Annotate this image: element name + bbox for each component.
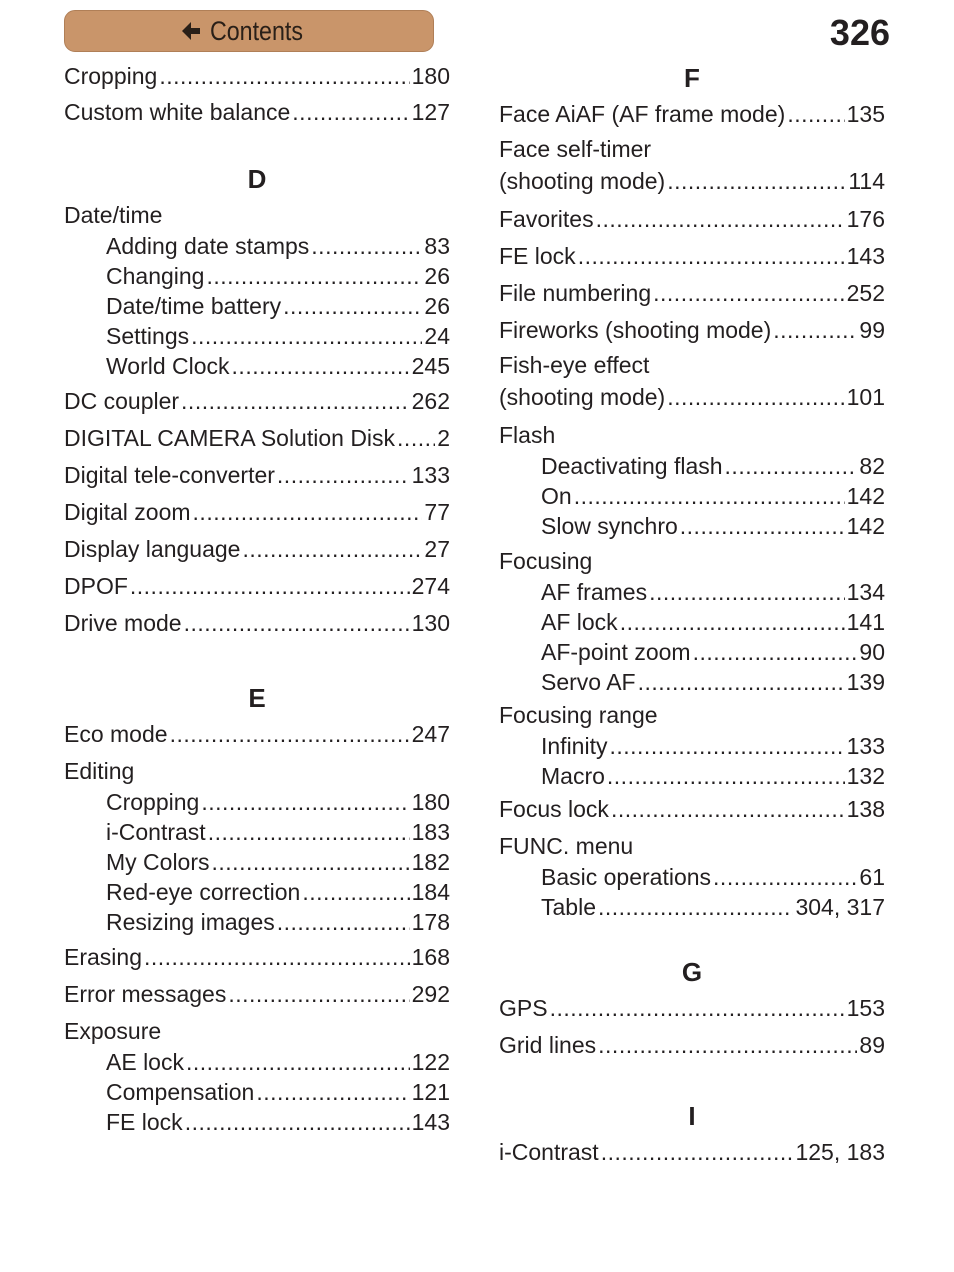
index-heading: Date/time: [64, 202, 163, 228]
index-subentry[interactable]: Basic operations ..... 61: [499, 862, 885, 892]
index-entry[interactable]: Error messages ..... 292: [64, 978, 450, 1015]
arrow-left-icon: [180, 20, 202, 42]
section-letter-d: D: [247, 164, 267, 194]
contents-label: Contents: [209, 15, 303, 46]
index-subentry[interactable]: Adding date stamps ..... 83: [64, 231, 450, 261]
section-letter-e: E: [248, 683, 266, 713]
index-subentry[interactable]: World Clock ..... 245: [64, 351, 450, 381]
index-subentry[interactable]: i-Contrast ..... 183: [64, 817, 450, 847]
index-entry[interactable]: (shooting mode) ..... 101: [499, 381, 885, 419]
index-subentry[interactable]: AE lock ..... 122: [64, 1047, 450, 1077]
index-subentry[interactable]: FE lock ..... 143: [64, 1107, 450, 1137]
section-letter-f: F: [684, 63, 700, 93]
index-subentry[interactable]: Changing ..... 26: [64, 261, 450, 291]
index-heading: Flash: [499, 422, 556, 448]
index-entry[interactable]: Digital tele-converter ..... 133: [64, 459, 450, 496]
index-entry[interactable]: Digital zoom ..... 77: [64, 496, 450, 533]
index-subentry[interactable]: Red-eye correction ..... 184: [64, 877, 450, 907]
index-subentry[interactable]: AF lock ..... 141: [499, 607, 885, 637]
index-subentry[interactable]: Table ..... 304, 317: [499, 892, 885, 922]
index-subentry[interactable]: AF-point zoom ..... 90: [499, 637, 885, 667]
index-heading: Fish-eye effect: [499, 352, 650, 378]
index-entry[interactable]: GPS ..... 153: [499, 992, 885, 1029]
index-subentry[interactable]: Compensation ..... 121: [64, 1077, 450, 1107]
index-subentry[interactable]: Servo AF ..... 139: [499, 667, 885, 697]
index-entry[interactable]: Eco mode ..... 247: [64, 718, 450, 755]
index-subentry[interactable]: My Colors ..... 182: [64, 847, 450, 877]
index-subentry[interactable]: Settings ..... 24: [64, 321, 450, 351]
index-entry[interactable]: DC coupler ..... 262: [64, 385, 450, 422]
index-entry[interactable]: DPOF ..... 274: [64, 570, 450, 607]
index-heading: FUNC. menu: [499, 833, 634, 859]
index-subentry[interactable]: Macro ..... 132: [499, 761, 885, 791]
index-entry[interactable]: FE lock ..... 143: [499, 240, 885, 277]
index-subentry[interactable]: Slow synchro ..... 142: [499, 511, 885, 541]
index-heading: Exposure: [64, 1018, 162, 1044]
index-entry[interactable]: Fireworks (shooting mode) ..... 99: [499, 314, 885, 351]
index-subentry[interactable]: Cropping ..... 180: [64, 787, 450, 817]
index-entry[interactable]: Face AiAF (AF frame mode) ..... 135: [499, 98, 885, 135]
index-entry[interactable]: Drive mode ..... 130: [64, 607, 450, 644]
index-entry[interactable]: Focus lock ..... 138: [499, 793, 885, 830]
index-subentry[interactable]: Date/time battery ..... 26: [64, 291, 450, 321]
index-subentry[interactable]: On ..... 142: [499, 481, 885, 511]
index-subentry[interactable]: Infinity ..... 133: [499, 731, 885, 761]
index-entry[interactable]: DIGITAL CAMERA Solution Disk ..... 2: [64, 422, 450, 459]
index-entry[interactable]: Favorites ..... 176: [499, 203, 885, 240]
index-heading: Focusing: [499, 548, 593, 574]
index-subentry[interactable]: Resizing images ..... 178: [64, 907, 450, 937]
index-heading: Focusing range: [499, 702, 658, 728]
index-heading: Face self-timer: [499, 136, 652, 162]
index-entry[interactable]: Erasing ..... 168: [64, 941, 450, 978]
contents-button[interactable]: [64, 10, 434, 52]
index-entry[interactable]: i-Contrast ..... 125, 183: [499, 1136, 885, 1173]
section-letter-i: I: [688, 1101, 696, 1131]
index-entry[interactable]: File numbering ..... 252: [499, 277, 885, 314]
section-letter-g: G: [681, 957, 703, 987]
index-subentry[interactable]: AF frames ..... 134: [499, 577, 885, 607]
index-entry[interactable]: Cropping ..... 180: [64, 60, 450, 96]
index-entry[interactable]: Display language ..... 27: [64, 533, 450, 570]
index-column-right: [499, 60, 885, 1173]
index-column-left: [64, 60, 450, 1137]
page-number: 326: [829, 12, 890, 53]
index-subentry[interactable]: Deactivating flash ..... 82: [499, 451, 885, 481]
index-entry[interactable]: Custom white balance ..... 127: [64, 96, 450, 133]
index-entry[interactable]: Grid lines ..... 89: [499, 1029, 885, 1066]
index-heading: Editing: [64, 758, 135, 784]
index-entry[interactable]: (shooting mode) ..... 114: [499, 165, 885, 203]
